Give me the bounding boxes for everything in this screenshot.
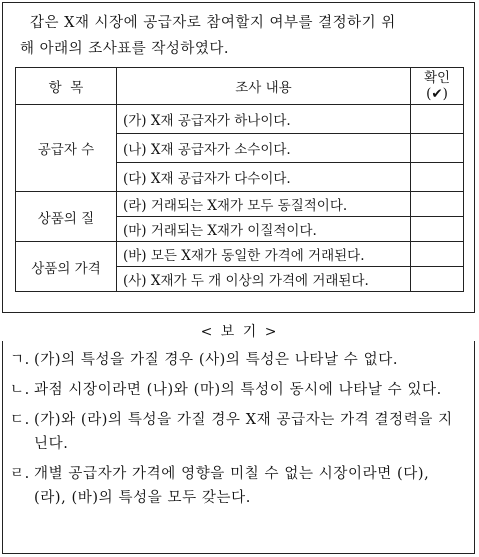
bogi-options: [10, 348, 465, 516]
table-header-row: [16, 68, 464, 105]
option-marker: ㄹ.: [10, 466, 30, 482]
item-cell: (나) X재 공급자가 소수이다.: [117, 134, 411, 163]
list-item: [10, 462, 465, 510]
category-cell: 상품의 질: [16, 192, 117, 242]
option-marker: ㄱ.: [10, 352, 30, 368]
bogi-title: [0, 321, 479, 341]
survey-table: [15, 67, 464, 292]
table-row: [16, 105, 464, 134]
intro-line-2: 해 아래의 조사표를 작성하였다.: [20, 41, 230, 57]
option-text: 과점 시장이라면 (나)와 (마)의 특성이 동시에 나타날 수 있다.: [34, 382, 442, 398]
item-cell: (라) 거래되는 X재가 모두 동질적이다.: [117, 192, 411, 217]
list-item: [10, 408, 465, 456]
check-cell[interactable]: [411, 192, 464, 217]
list-item: [10, 378, 465, 402]
check-cell[interactable]: [411, 163, 464, 192]
header-content: 조사 내용: [117, 68, 411, 105]
item-cell: (바) 모든 X재가 동일한 가격에 거래된다.: [117, 242, 411, 267]
table-row: [16, 242, 464, 267]
item-cell: (마) 거래되는 X재가 이질적이다.: [117, 217, 411, 242]
option-marker: ㄴ.: [10, 382, 30, 398]
intro-text: [20, 10, 465, 62]
bogi-title-text: < 보 기 >: [197, 324, 283, 340]
intro-line-1: 갑은 X재 시장에 공급자로 참여할지 여부를 결정하기 위: [30, 15, 396, 31]
table-row: [16, 192, 464, 217]
check-cell[interactable]: [411, 242, 464, 267]
header-check-label: 확인 (✔): [423, 70, 451, 102]
item-cell: (다) X재 공급자가 다수이다.: [117, 163, 411, 192]
option-text: 개별 공급자가 가격에 영향을 미칠 수 없는 시장이라면 (다), (라), (바)의 특성을 모두 갖는다.: [34, 466, 430, 506]
header-category: 항 목: [16, 68, 117, 105]
option-text: (가)와 (라)의 특성을 가질 경우 X재 공급자는 가격 결정력을 지닌다.: [34, 412, 453, 452]
item-cell: (사) X재가 두 개 이상의 가격에 거래된다.: [117, 267, 411, 292]
check-cell[interactable]: [411, 217, 464, 242]
check-cell[interactable]: [411, 105, 464, 134]
list-item: [10, 348, 465, 372]
option-text: (가)의 특성을 가질 경우 (사)의 특성은 나타날 수 없다.: [34, 352, 399, 368]
header-check: [411, 68, 464, 105]
category-cell: 공급자 수: [16, 105, 117, 192]
check-cell[interactable]: [411, 134, 464, 163]
check-cell[interactable]: [411, 267, 464, 292]
item-cell: (가) X재 공급자가 하나이다.: [117, 105, 411, 134]
option-marker: ㄷ.: [10, 412, 30, 428]
category-cell: 상품의 가격: [16, 242, 117, 292]
